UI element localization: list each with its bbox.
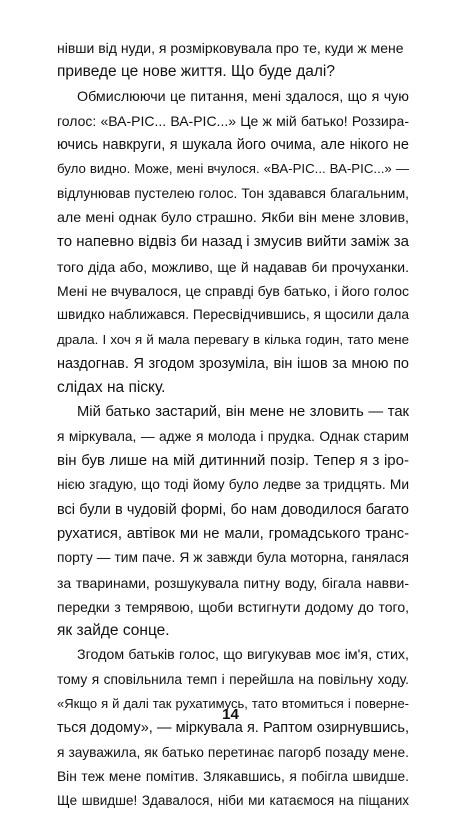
text-line: за тваринами, розшукувала питну воду, бігала навви- [57,574,409,591]
text-line: відлунював пустелею голос. Тон здавався благальним, [57,185,409,201]
text-line: нією згадую, що тоді йому було ледве за тридцять. Ми [57,477,409,493]
text-line: було видно. Може, мені вчулося. «ВА-РІС... ВА-РІС...» — [57,161,409,177]
text-line: ться додому», — міркувала я. Раптом озирнувшись, [57,720,409,737]
text-line: приведе це нове життя. Що буде далі? [57,63,335,81]
text-line: швидко наближався. Пересвідчившись, я щосили дала [57,307,409,323]
text-line: передки з темрявою, щоби встигнути додому до того, [57,598,409,615]
text-line: наздогнав. Я згодом зрозуміла, він ішов за мною по [57,355,409,372]
text-line: того діда або, можливо, ще й надавав би прочуханки. [57,258,409,275]
text-line: як зайде сонце. [57,622,170,640]
text-line: тому я сповільнила темп і перейшла на повільну ходу. [57,671,409,687]
text-line: він був лише на мій дитинний позір. Тепер я з іро- [57,452,409,470]
text-line: рухатися, автівок ми не мали, громадського транс- [57,525,409,542]
text-line: то напевно відвіз би назад і змусив вийти заміж за [57,233,409,251]
text-line: ючись навкруги, я шукала його очима, але нікого не [57,137,409,154]
text-line: Мені не вчувалося, це справді був батько, і його голос [57,282,409,299]
page-number: 14 [222,706,239,723]
paragraph-first-line: Обмислюючи це питання, мені здалося, що я чую [77,88,409,105]
text-line: нівши від нуди, я розмірковувала про те, куди ж мене [57,40,404,56]
book-page-text [57,36,409,814]
text-line: я зауважила, як батько перетинає пагорб позаду мене. [57,744,409,760]
text-line: Він теж мене помітив. Злякавшись, я побігла швидше. [57,768,409,784]
text-line: слідах на піску. [57,379,166,397]
text-line: але мені однак було страшно. Якби він мене зловив, [57,210,409,227]
paragraph-first-line: Мій батько застарий, він мене не зловить — так [77,404,409,421]
text-line: «Якщо я й далі так рухатимусь, тато втомиться і поверне- [57,696,409,712]
paragraph-first-line: Згодом батьків голос, що вигукував моє ім'я, стих, [77,647,409,664]
text-line: порту — тим паче. Я ж завжди була моторна, ганялася [57,550,409,566]
text-line: всі були в чудовій формі, бо нам доводилося багато [57,501,409,518]
text-line: Ще швидше! Здавалося, ніби ми катаємося на піщаних [57,793,409,809]
text-line: драла. І хоч я й мала перевагу в кілька годин, тато мене [57,331,409,347]
text-line: голос: «ВА-РІС... ВА-РІС...» Це ж мій батько! Роззира- [57,112,409,129]
text-line: я міркувала, — адже я молода і прудка. Однак старим [57,428,409,444]
